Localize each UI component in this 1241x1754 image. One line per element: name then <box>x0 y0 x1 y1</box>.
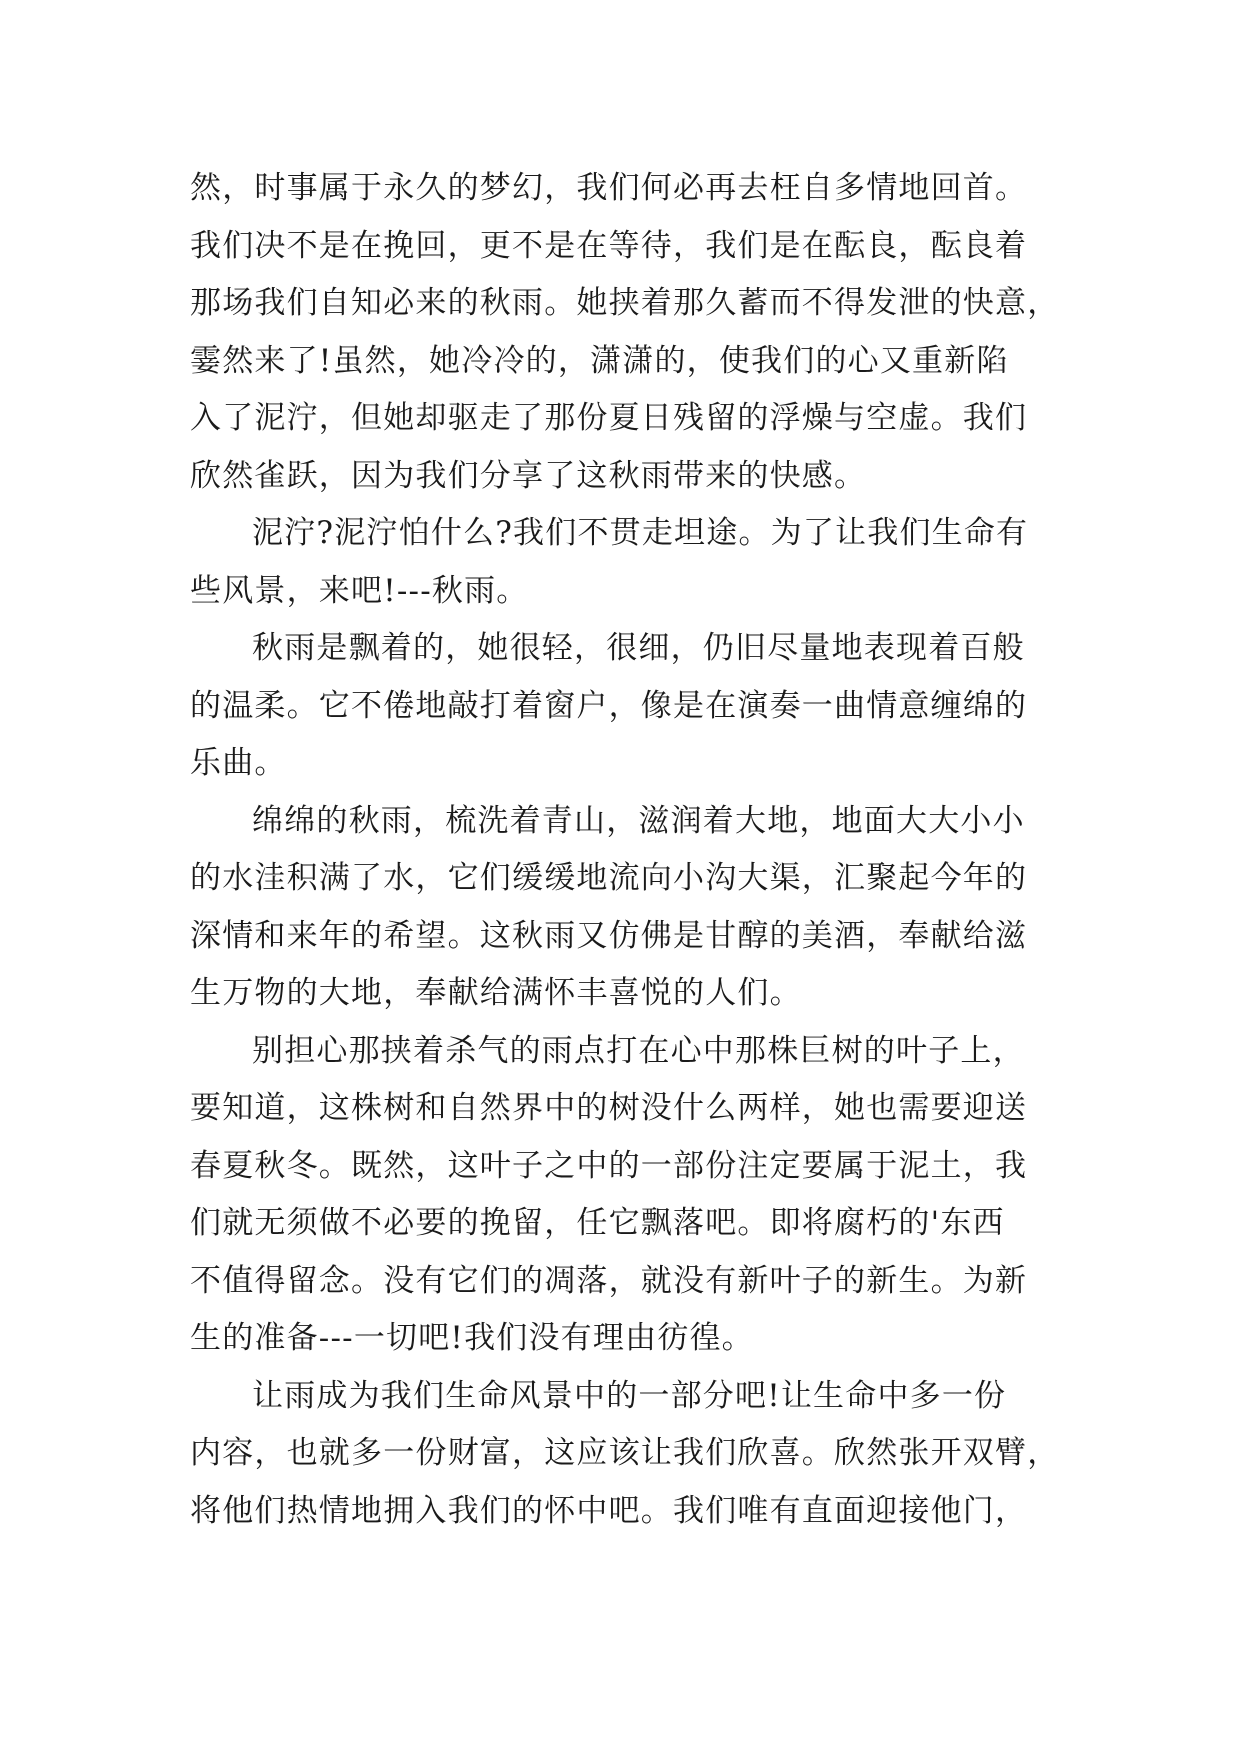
text-line: 欣然雀跃，因为我们分享了这秋雨带来的快感。 <box>190 457 867 494</box>
text-line: 生的准备---一切吧!我们没有理由彷徨。 <box>190 1320 754 1356</box>
text-line: 入了泥泞，但她却驱走了那份夏日残留的浮燥与空虚。我们 <box>190 400 1028 436</box>
text-line: 内容，也就多一份财富，这应该让我们欣喜。欣然张开双臂， <box>190 1435 1060 1471</box>
text-line: 那场我们自知必来的秋雨。她挟着那久蓄而不得发泄的快意， <box>190 285 1060 321</box>
text-line: 们就无须做不必要的挽留，任它飘落吧。即将腐朽的'东西 <box>190 1205 1005 1241</box>
text-line: 春夏秋冬。既然，这叶子之中的一部份注定要属于泥土，我 <box>190 1147 1028 1184</box>
text-line: 霎然来了!虽然，她冷冷的，潇潇的，使我们的心又重新陷 <box>190 342 1009 379</box>
text-line: 的水洼积满了水，它们缓缓地流向小沟大渠，汇聚起今年的 <box>190 860 1028 896</box>
text-line: 深情和来年的希望。这秋雨又仿佛是甘醇的美酒，奉献给滋 <box>190 917 1028 954</box>
text-line: 的温柔。它不倦地敲打着窗户，像是在演奏一曲情意缠绵的 <box>190 687 1028 724</box>
text-line: 乐曲。 <box>190 745 287 781</box>
text-line: 些风景，来吧!---秋雨。 <box>190 572 529 609</box>
paragraph-start-line: 让雨成为我们生命风景中的一部分吧!让生命中多一份 <box>252 1377 1007 1414</box>
text-line: 我们决不是在挽回，更不是在等待，我们是在酝良，酝良着 <box>190 227 1028 264</box>
text-line: 要知道，这株树和自然界中的树没什么两样，她也需要迎送 <box>190 1090 1028 1126</box>
paragraph-start-line: 秋雨是飘着的，她很轻，很细，仍旧尽量地表现着百般 <box>252 630 1025 666</box>
body-text <box>190 160 1090 1540</box>
paragraph-start-line: 别担心那挟着杀气的雨点打在心中那株巨树的叶子上， <box>252 1032 1025 1069</box>
text-line: 然，时事属于永久的梦幻，我们何必再去枉自多情地回首。 <box>190 170 1028 206</box>
text-line: 生万物的大地，奉献给满怀丰喜悦的人们。 <box>190 975 802 1011</box>
text-line: 将他们热情地拥入我们的怀中吧。我们唯有直面迎接他门， <box>190 1492 1028 1529</box>
paragraph-start-line: 绵绵的秋雨，梳洗着青山，滋润着大地，地面大大小小 <box>252 802 1025 839</box>
paragraph-start-line: 泥泞?泥泞怕什么?我们不贯走坦途。为了让我们生命有 <box>252 515 1029 551</box>
text-line: 不值得留念。没有它们的凋落，就没有新叶子的新生。为新 <box>190 1262 1028 1299</box>
